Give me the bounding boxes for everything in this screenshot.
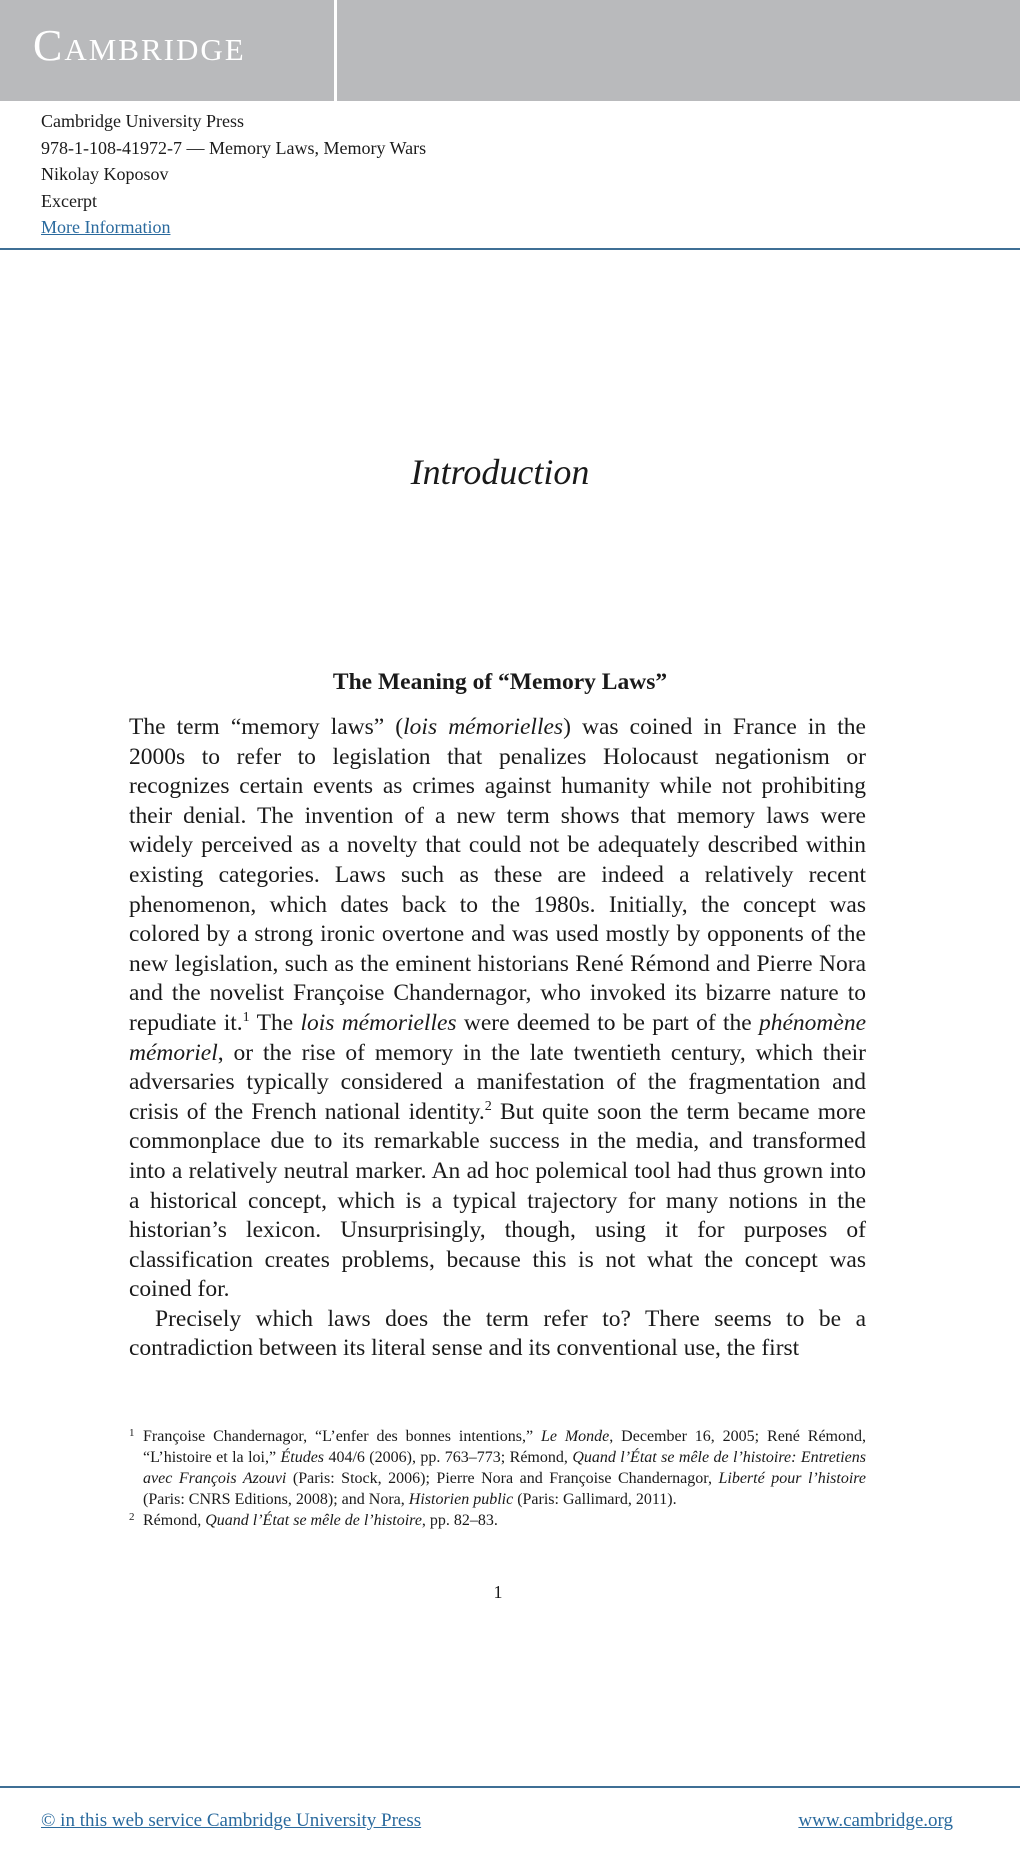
more-information-link[interactable]: More Information <box>41 217 171 237</box>
text-run: 404/6 (2006), pp. 763–773; Rémond, <box>324 1449 573 1466</box>
author-name: Nikolay Koposov <box>41 164 169 184</box>
text-run: (Paris: CNRS Editions, 2008); and Nora, <box>143 1491 409 1508</box>
footer-divider-rule <box>0 1786 1020 1788</box>
excerpt-label: Excerpt <box>41 190 97 211</box>
italic-run: Quand l’État se mêle de l’histoire <box>205 1512 422 1529</box>
italic-run: Quand l’État se mêle de l’histoire: Entretiens avec François Azouvi <box>143 1449 867 1487</box>
italic-run: Historien public <box>408 1491 514 1508</box>
chapter-title: Introduction <box>410 452 590 492</box>
text-run: , or the rise of memory in the late twentieth century, which their adversaries typically considered a manifestation of the fragmentation and crisis of the French national identity. <box>129 1039 866 1125</box>
copyright-link[interactable]: © in this web service Cambridge University Press <box>41 1810 422 1831</box>
banner-divider <box>334 0 337 101</box>
footnote-number: 1 <box>129 1427 135 1439</box>
body-text <box>129 713 866 1364</box>
text-run: The <box>249 1009 301 1036</box>
text-run: Françoise Chandernagor, “L’enfer des bonnes intentions,” <box>143 1428 541 1445</box>
cambridge-logo[interactable]: Cambridge <box>33 21 246 70</box>
book-metadata <box>41 108 426 241</box>
italic-run: Liberté pour l’histoire <box>718 1470 867 1487</box>
text-run: (Paris: Gallimard, 2011). <box>513 1491 677 1508</box>
text-run: (Paris: Stock, 2006); Pierre Nora and Françoise Chandernagor, <box>286 1470 719 1487</box>
text-run: , December 16, 2005; René Rémond, “L’histoire et la loi,” <box>143 1428 866 1466</box>
isbn-title: 978-1-108-41972-7 — Memory Laws, Memory Wars <box>41 137 427 158</box>
text-run: were deemed to be part of the <box>456 1009 759 1036</box>
footnote-number: 2 <box>129 1511 135 1523</box>
paragraph-1 <box>129 713 866 1305</box>
italic-run: Le Monde <box>540 1428 610 1445</box>
footnote-1 <box>129 1426 866 1510</box>
footnote-2 <box>129 1510 866 1531</box>
text-run: ) was coined in France in the 2000s to refer to legislation that penalizes Holocaust negationism or recognizes certain events as crimes against humanity while not prohibiting their denial. The invention of a new term shows that memory laws were widely perceived as a novelty that could not be adequately described within existing categories. Laws such as these are indeed a relatively recent phenomenon, which dates back to the 1980s. Initially, the concept was colored by a strong ironic overtone and was used mostly by opponents of the new legislation, such as the eminent historians René Rémond and Pierre Nora and the novelist Françoise Chandernagor, who invoked its bizarre nature to repudiate it. <box>129 714 866 1036</box>
website-link[interactable]: www.cambridge.org <box>798 1810 953 1831</box>
header-divider-rule <box>0 248 1020 250</box>
publisher-name: Cambridge University Press <box>41 111 244 131</box>
page-number: 1 <box>493 1582 503 1602</box>
text-run: Rémond, <box>143 1512 206 1529</box>
text-run: , pp. 82–83. <box>421 1512 498 1529</box>
italic-run: phénomène mémoriel <box>129 1009 866 1066</box>
footnote-ref-1[interactable]: 1 <box>242 1009 250 1026</box>
section-title: The Meaning of “Memory Laws” <box>332 669 668 695</box>
header-banner <box>0 0 1020 101</box>
footnotes <box>129 1426 866 1531</box>
italic-run: lois mémorielles <box>300 1009 457 1036</box>
footnote-ref-2[interactable]: 2 <box>484 1097 492 1114</box>
text-run: But quite soon the term became more commonplace due to its remarkable success in the media, and transformed into a relatively neutral marker. An ad hoc polemical tool had thus grown into a historical concept, which is a typical trajectory for many notions in the historian’s lexicon. Unsurprisingly, though, using it for purposes of classification creates problems, because this is not what the concept was coined for. <box>129 1098 866 1303</box>
banner-logo-panel <box>0 0 334 101</box>
text-run: The term “memory laws” ( <box>129 714 404 740</box>
italic-run: Études <box>280 1449 325 1466</box>
italic-run: lois mémorielles <box>403 714 564 740</box>
paragraph-2: Precisely which laws does the term refer to? There seems to be a contradiction between its literal sense and its conventional use, the first <box>129 1305 866 1362</box>
